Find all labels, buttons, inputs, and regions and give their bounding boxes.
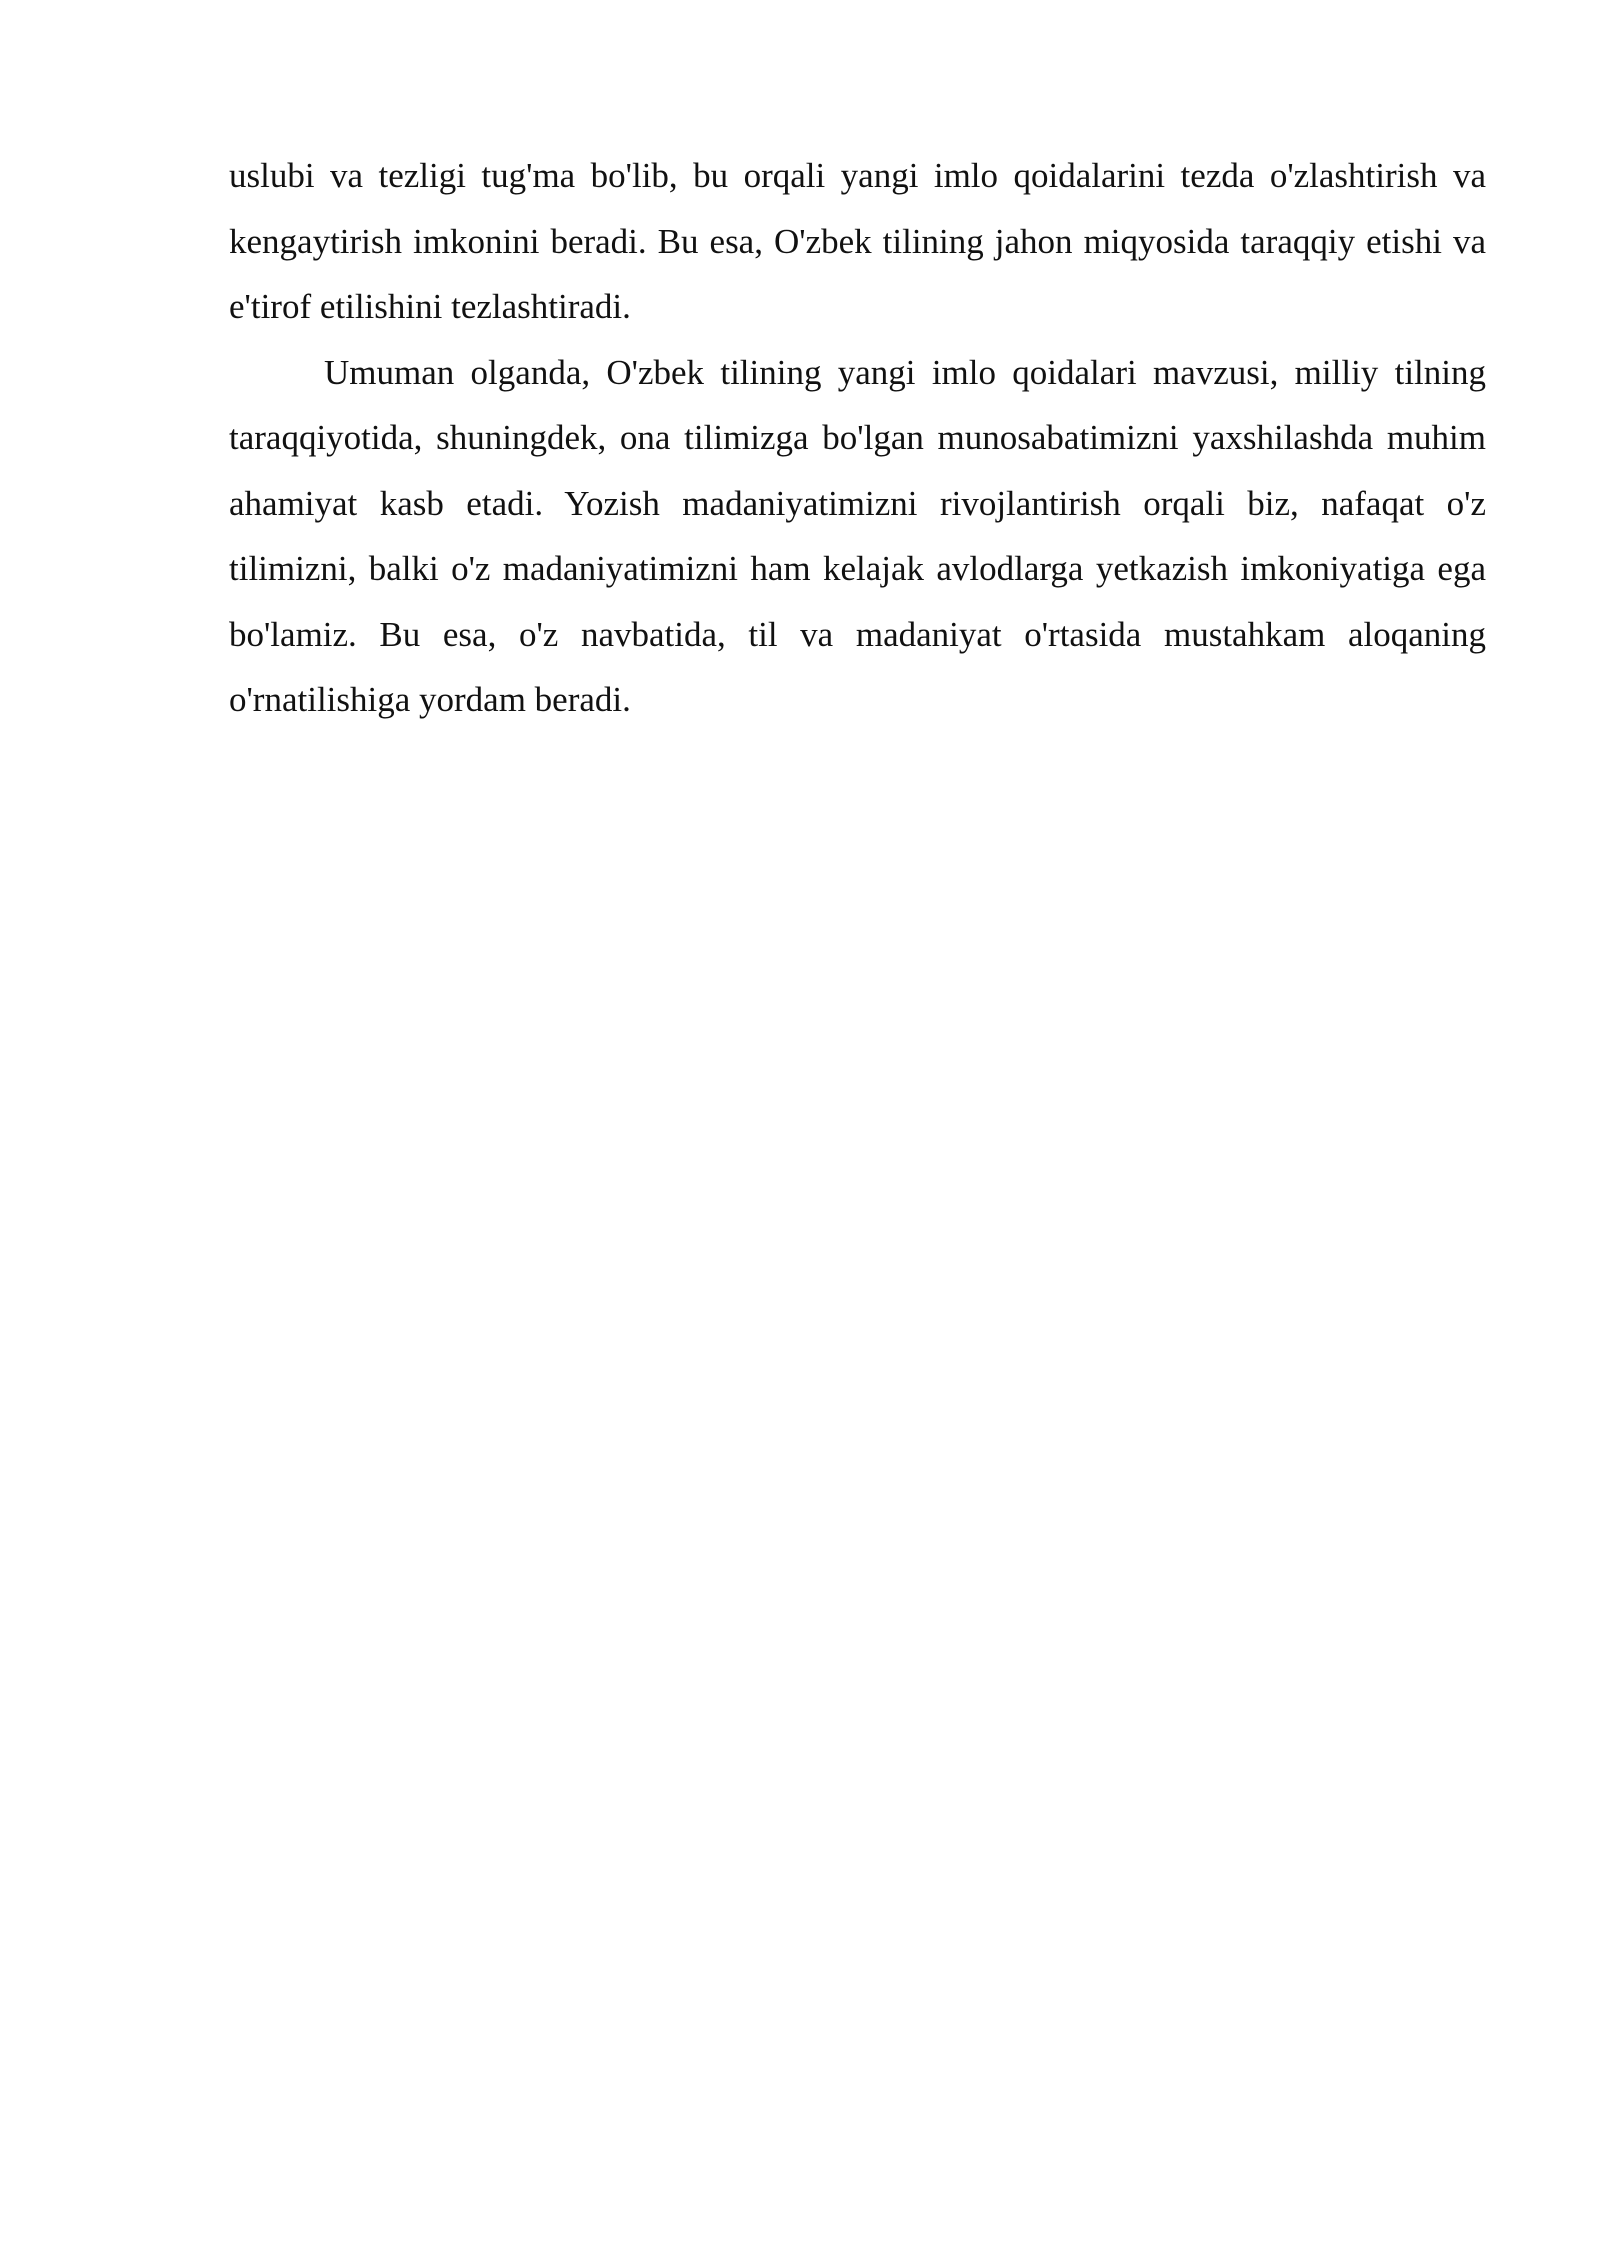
body-text xyxy=(229,143,1486,733)
paragraph-conclusion: Umuman olganda, O'zbek tilining yangi imlo qoidalari mavzusi, milliy tilning taraqqiyotida, shuningdek, ona tilimizga bo'lgan munosabatimizni yaxshilashda muhim ahamiyat kasb etadi. Yozish madaniyatimizni rivojlantirish orqali biz, nafaqat o'z tilimizni, balki o'z madaniyatimizni ham kelajak avlodlarga yetkazish imkoniyatiga ega bo'lamiz. Bu esa, o'z navbatida, til va madaniyat o'rtasida mustahkam aloqaning o'rnatilishiga yordam beradi. xyxy=(229,352,1486,719)
paragraph-continuation: uslubi va tezligi tug'ma bo'lib, bu orqali yangi imlo qoidalarini tezda o'zlashtirish va kengaytirish imkonini beradi. Bu esa, O'zbek tilining jahon miqyosida taraqqiy etishi va e'tirof etilishini tezlashtiradi. xyxy=(229,156,1486,326)
